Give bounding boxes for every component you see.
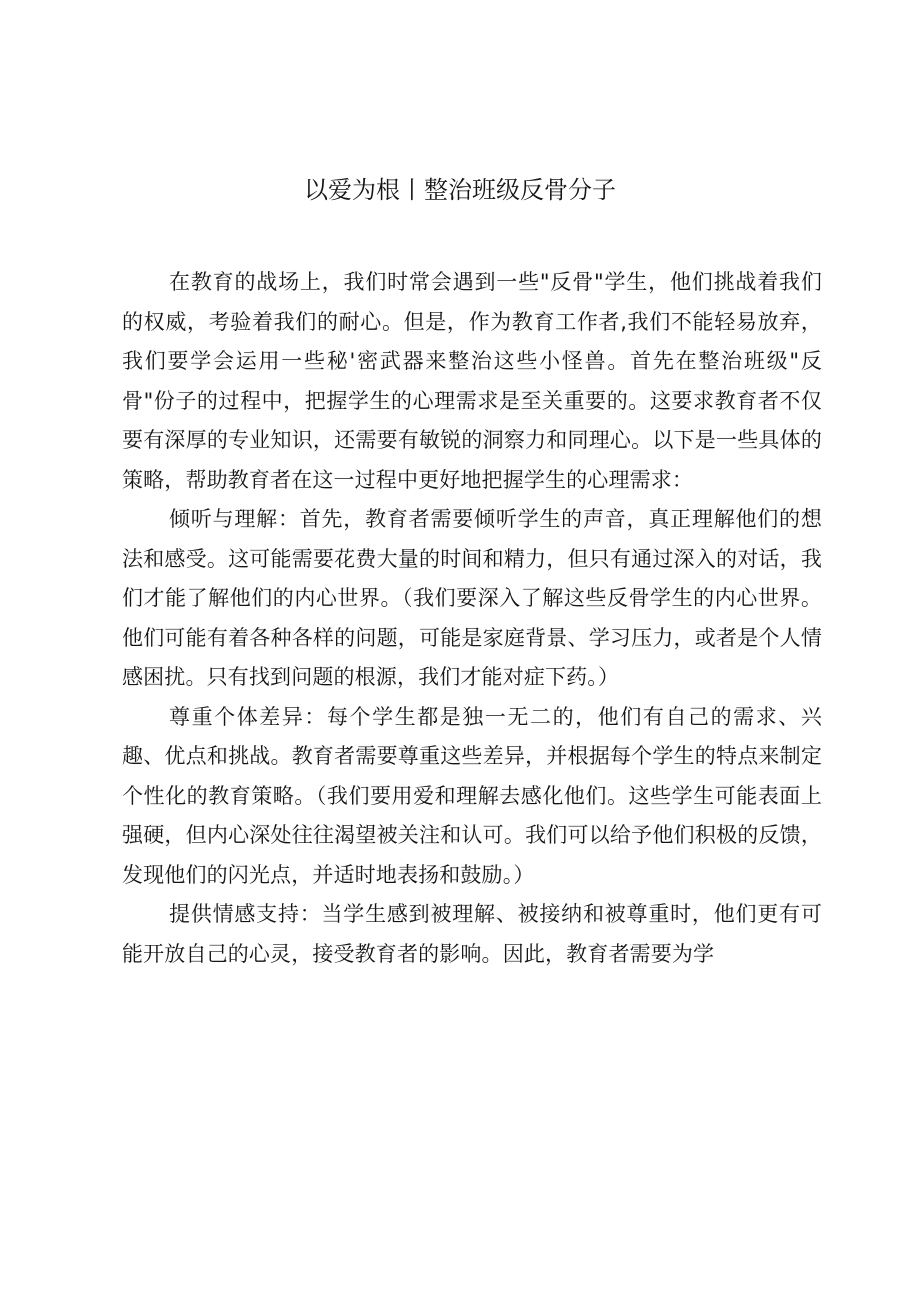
- document-body: [122, 263, 822, 974]
- paragraph-intro: 在教育的战场上，我们时常会遇到一些"反骨"学生，他们挑战着我们的权威，考验着我们的耐心。但是，作为教育工作者,我们不能轻易放弃，我们要学会运用一些秘'密武器来整治这些小怪兽。首先在整治班级"反骨"份子的过程中，把握学生的心理需求是至关重要的。这要求教育者不仅要有深厚的专业知识，还需要有敏锐的洞察力和同理心。以下是一些具体的策略，帮助教育者在这一过程中更好地把握学生的心理需求：: [122, 270, 822, 492]
- document-title: 以爱为根丨整治班级反骨分子: [304, 176, 616, 204]
- paragraph-emotional-support: 提供情感支持：当学生感到被理解、被接纳和被尊重时，他们更有可能开放自己的心灵，接受教育者的影响。因此，教育者需要为学: [122, 902, 822, 966]
- paragraph-respect-differences: 尊重个体差异：每个学生都是独一无二的，他们有自己的需求、兴趣、优点和挑战。教育者需要尊重这些差异，并根据每个学生的特点来制定个性化的教育策略。（我们要用爱和理解去感化他们。这些学生可能表面上强硬，但内心深处往往渴望被关注和认可。我们可以给予他们积极的反馈，发现他们的闪光点，并适时地表扬和鼓励。）: [122, 704, 822, 887]
- paragraph-listen-understand: 倾听与理解：首先，教育者需要倾听学生的声音，真正理解他们的想法和感受。这可能需要花费大量的时间和精力，但只有通过深入的对话，我们才能了解他们的内心世界。（我们要深入了解这些反骨学生的内心世界。他们可能有着各种各样的问题，可能是家庭背景、学习压力，或者是个人情感困扰。只有找到问题的根源，我们才能对症下药。）: [122, 507, 822, 689]
